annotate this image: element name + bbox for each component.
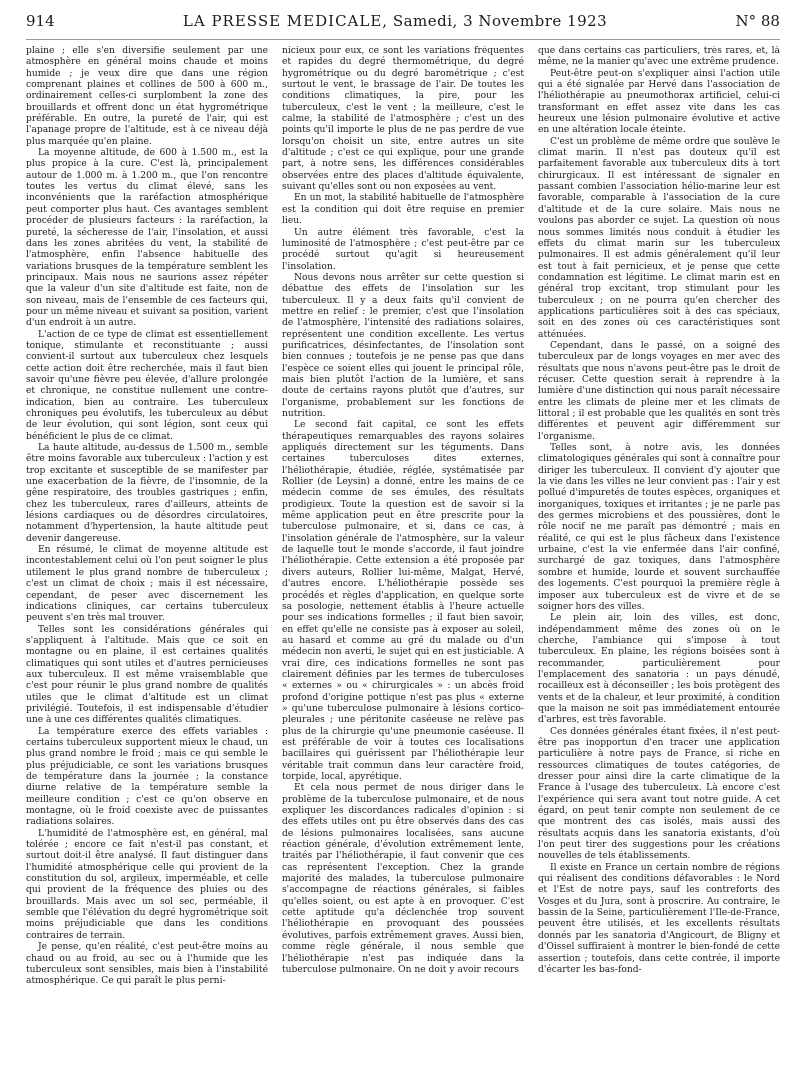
paragraph: En résumé, le climat de moyenne altitude est incontestablement celui où l'on peut soigner le plus utilement le plus grand nombre de tuberculeux ; c'est un climat de choix ; mais il est nécessaire, cependant, de peser avec discernement les indications cliniques, car certains tuberculeux peuvent s'en très mal trouver. (26, 545, 268, 624)
paragraph: La moyenne altitude, de 600 à 1.500 m., est la plus propice à la cure. C'est là, principalement autour de 1.000 m. à 1.200 m., que l'on rencontre toutes les vertus du climat élevé, sans les inconvénients que la raréfaction atmosphérique peut comporter plus haut. Ces avantages semblent procéder de plusieurs facteurs : la raréfaction, la pureté, la sécheresse de l'air, l'insolation, et aussi dans les zones abritées du vent, la stabilité de l'atmosphère, enfin l'absence habituelle des variations brusques de la température semblent les principaux. Mais nous ne saurions assez répéter que la valeur d'un site d'altitude est faite, non de son niveau, mais de l'ensemble de ces facteurs qui, pour un même niveau et suivant sa position, varient d'un endroit à un autre. (26, 148, 268, 329)
journal-title: LA PRESSE MEDICALE (182, 12, 383, 30)
paragraph: C'est un problème de même ordre que soulève le climat marin. Il n'est pas douteux qu'il est parfaitement favorable aux tuberculeux dits à tort chirurgicaux. Il est intéressant de signaler en passant combien l'association hélio-marine leur est favorable, comparable à l'association de la cure d'altitude et de la cure solaire. Mais nous ne voulons pas aborder ce sujet. La question où nous nous sommes limités nous conduit à étudier les effets du climat marin sur les tuberculeux pulmonaires. Il est admis généralement qu'il leur est tout à fait pernicieux, et je pense que cette condamnation est légitime. Le climat marin est en général trop excitant, trop stimulant pour les tuberculeux ; on ne pourra qu'en chercher des applications particulières soit à des cas spéciaux, soit en des zones où ces caractéristiques sont atténuées. (538, 136, 780, 340)
paragraph: que dans certains cas particuliers, très rares, et, là même, ne la manier qu'avec une extrême prudence. (538, 46, 780, 68)
column-middle (282, 46, 524, 1066)
paragraph: En un mot, la stabilité habituelle de l'atmosphère est la condition qui doit être requise en premier lieu. (282, 193, 524, 227)
masthead (183, 12, 607, 30)
issue-date: , Samedi, 3 Novembre 1923 (382, 12, 608, 30)
paragraph: Il existe en France un certain nombre de régions qui réalisent des conditions défavorables : le Nord et l'Est de notre pays, sauf les contreforts des Vosges et du Jura, sont à proscrire. Au contraire, le bassin de la Seine, particulièrement l'Ile-de-France, peuvent être utilisés, et les excellents résultats donnés par les sanatoria d'Angicourt, de Bligny et d'Oissel suffiraient à montrer le bien-fondé de cette assertion ; toutefois, dans cette contrée, il importe d'écarter les bas-fond- (538, 862, 780, 975)
paragraph: Un autre élément très favorable, c'est la luminosité de l'atmosphère ; c'est peut-être par ce procédé surtout qu'agit si heureusement l'insolation. (282, 227, 524, 272)
issue-number: N° 88 (735, 12, 780, 30)
paragraph: Nous devons nous arrêter sur cette question si débattue des effets de l'insolation sur les tuberculeux. Il y a deux faits qu'il convient de mettre en relief : le premier, c'est que l'insolation de l'atmosphère, l'intensité des radiations solaires, représentent une condition excellente. Les vertus purificatrices, désinfectantes, de l'insolation sont bien connues ; toutefois je ne pense pas que dans l'espèce ce soient elles qui jouent le principal rôle, mais bien plutôt l'action de la lumière, et sans doute de certains rayons plutôt que d'autres, sur l'organisme, probablement sur les fonctions de nutrition. (282, 272, 524, 419)
paragraph: Peut-être peut-on s'expliquer ainsi l'action utile qui a été signalée par Hervé dans l'association de l'héliothérapie au pneumothorax artificiel, celui-ci transformant en effet assez vite dans les cas heureux une lésion pulmonaire évolutive et active en une altération locale éteinte. (538, 68, 780, 136)
paragraph: La haute altitude, au-dessus de 1.500 m., semble être moins favorable aux tuberculeux : l'action y est trop excitante et susceptible de se manifester par une exacerbation de la fièvre, de l'insomnie, de la gêne respiratoire, des troubles gastriques ; enfin, chez les tuberculeux, rares d'ailleurs, atteints de lésions cardiaques ou de désordres circulatoires, notamment d'hypertension, la haute altitude peut devenir dangereuse. (26, 443, 268, 544)
column-left (26, 46, 268, 1066)
paragraph: Telles sont, à notre avis, les données climatologiques générales qui sont à connaître pour diriger les tuberculeux. Il convient d'y ajouter que la vie dans les villes ne leur convient pas : l'air y est pollué d'impuretés de toutes espèces, organiques et inorganiques, toxiques et irritantes ; je ne parle pas des germes microbiens et des poussières, dont le rôle nocif ne me paraît pas démontré ; mais en réalité, ce qui est le plus fâcheux dans l'existence urbaine, c'est la vie enfermée dans l'air confiné, surchargé de gaz toxiques, dans l'atmosphère sombre et humide, lourde et souvent surchauffée des logements. C'est pourquoi la première règle à imposer aux tuberculeux est de vivre et de se soigner hors des villes. (538, 443, 780, 612)
paragraph: L'humidité de l'atmosphère est, en général, mal tolérée ; encore ce fait n'est-il pas constant, et surtout doit-il être analysé. Il faut distinguer dans l'humidité atmosphérique celle qui provient de la constitution du sol, argileux, imperméable, et celle qui provient de la fréquence des pluies ou des brouillards. Mais avec un sol sec, perméable, il semble que l'élévation du degré hygrométrique soit moins préjudiciable que dans les conditions contraires de terrain. (26, 828, 268, 941)
page-number: 914 (26, 12, 55, 30)
paragraph: Je pense, qu'en réalité, c'est peut-être moins au chaud ou au froid, au sec ou à l'humide que les tuberculeux sont sensibles, mais bien à l'instabilité atmosphérique. Ce qui paraît le plus perni- (26, 942, 268, 987)
paragraph: Et cela nous permet de nous diriger dans le problème de la tuberculose pulmonaire, et de nous expliquer les discordances radicales d'opinion : si des effets utiles ont pu être observés dans des cas de lésions pulmonaires localisées, sans aucune réaction générale, d'évolution extrêmement lente, traités par l'héliothérapie, il faut convenir que ces cas représentent l'exception. Chez la grande majorité des malades, la tuberculose pulmonaire s'accompagne de réactions générales, si faibles qu'elles soient, ou est apte à en provoquer. C'est cette aptitude qu'a déclenchée trop souvent l'héliothérapie en provoquant des poussées évolutives, parfois extrêmement graves. Aussi bien, comme règle générale, il nous semble que l'héliothérapie n'est pas indiquée dans la tuberculose pulmonaire. On ne doit y avoir recours (282, 783, 524, 975)
page-header (26, 12, 780, 40)
paragraph: La température exerce des effets variables : certains tuberculeux supportent mieux le chaud, un plus grand nombre le froid ; mais ce qui semble le plus préjudiciable, ce sont les variations brusques de température dans la journée ; la constance diurne relative de la température semble la meilleure condition ; c'est ce qu'on observe en montagne, où le froid coexiste avec de puissantes radiations solaires. (26, 726, 268, 828)
text-columns (26, 46, 780, 1066)
paragraph: Le plein air, loin des villes, est donc, indépendamment même des zones où on le cherche, l'ambiance qui s'impose à tout tuberculeux. En plaine, les régions boisées sont à recommander, particulièrement pour l'emplacement des sanatoria : un pays dénudé, rocailleux est à déconseiller ; les bois protègent des vents et de la chaleur, et leur proximité, à condition que la maison ne soit pas immédiatement entourée d'arbres, est très favorable. (538, 613, 780, 726)
paragraph: plaine ; elle s'en diversifie seulement par une atmosphère en général moins chaude et moins humide ; je veux dire que dans une région comprenant plaines et collines de 500 à 600 m., ordinairement celles-ci surplombent la zone des brouillards et offrent donc un état hygrométrique préférable. En outre, la pureté de l'air, qui est l'apanage propre de l'altitude, est à ce niveau déjà plus marquée qu'en plaine. (26, 46, 268, 147)
paragraph: nicieux pour eux, ce sont les variations fréquentes et rapides du degré thermométrique, du degré hygrométrique ou du degré barométrique ; c'est surtout le vent, le brassage de l'air. De toutes les conditions climatiques, la pire, pour les tuberculeux, c'est le vent ; la meilleure, c'est le calme, la stabilité de l'atmosphère ; c'est un des points qu'il importe le plus de ne pas perdre de vue lorsqu'on choisit un site, entre autres un site d'altitude ; c'est ce qui explique, pour une grande part, à notre sens, les différences considérables observées entre des places d'altitude équivalente, suivant qu'elles sont ou non exposées au vent. (282, 46, 524, 193)
paragraph: Le second fait capital, ce sont les effets thérapeutiques remarquables des rayons solaires appliqués directement sur les téguments. Dans certaines tuberculoses dites externes, l'héliothérapie, étudiée, réglée, systématisée par Rollier (de Leysin) a donné, entre les mains de ce médecin comme de ses émules, des résultats prodigieux. Toute la question est de savoir si la même application peut en être prescrite pour la tuberculose pulmonaire, et si, dans ce cas, à l'insolation générale de l'atmosphère, sur la valeur de laquelle tout le monde s'accorde, il faut joindre l'héliothérapie. Cette extension a été proposée par divers auteurs, Rollier lui-même, Malgat, Hervé, d'autres encore. L'héliothérapie possède ses procédés et règles d'application, en quelque sorte sa posologie, nettement établis à l'heure actuelle pour ses indications formelles ; il faut bien savoir, en effet qu'elle ne consiste pas à exposer au soleil, au hasard et comme au gré du malade ou d'un médecin non averti, le sujet qui en est justiciable. A vrai dire, ces indications formelles ne sont pas clairement définies par les termes de tuberculoses « externes » ou « chirurgicales » : un abcès froid profond d'origine pottique n'est pas plus « externe » qu'une tuberculose pulmonaire à lésions cortico-pleurales ; une péritonite caséeuse ne relève pas plus de la chirurgie qu'une pneumonie caséeuse. Il est préférable de voir à toutes ces localisations bacillaires qui guérissent par l'héliothérapie leur véritable trait commun dans leur caractère froid, torpide, local, apyrétique. (282, 420, 524, 782)
column-right (538, 46, 780, 1066)
paragraph: Ces données générales étant fixées, il n'est peut-être pas inopportun d'en tracer une application particulière à notre pays de France, si riche en ressources climatiques de toutes catégories, de dresser pour ainsi dire la carte climatique de la France à l'usage des tuberculeux. Là encore c'est l'expérience qui sera avant tout notre guide. A cet égard, on peut tenir compte non seulement de ce que montrent des cas isolés, mais aussi des résultats acquis dans les sanatoria existants, d'où l'on peut tirer des suggestions pour les créations nouvelles de tels établissements. (538, 726, 780, 862)
paragraph: Cependant, dans le passé, on a soigné des tuberculeux par de longs voyages en mer avec des résultats que nous n'avons peut-être pas le droit de récuser. Cette question serait à reprendre à la lumière d'une distinction qui nous paraît nécessaire entre les climats de pleine mer et les climats de littoral ; il est probable que les qualités en sont très différentes et peuvent agir différemment sur l'organisme. (538, 340, 780, 442)
paragraph: Telles sont les considérations générales qui s'appliquent à l'altitude. Mais que ce soit en montagne ou en plaine, il est certaines qualités climatiques qui sont utiles et d'autres pernicieuses aux tuberculeux. Il est même vraisemblable que c'est pour réunir le plus grand nombre de qualités utiles que le climat d'altitude est un climat privilégié. Toutefois, il est indispensable d'étudier une à une ces différentes qualités climatiques. (26, 624, 268, 726)
paragraph: L'action de ce type de climat est essentiellement tonique, stimulante et reconstituante ; aussi convient-il surtout aux tuberculeux chez lesquels cette action doit être recherchée, mais il faut bien savoir qu'une fièvre peu élevée, d'allure prolongée et chronique, ne constitue nullement une contre-indication, bien au contraire. Les tuberculeux chroniques peu évolutifs, les tuberculeux au début de leur évolution, qui sont légion, sont ceux qui bénéficient le plus de ce climat. (26, 329, 268, 442)
